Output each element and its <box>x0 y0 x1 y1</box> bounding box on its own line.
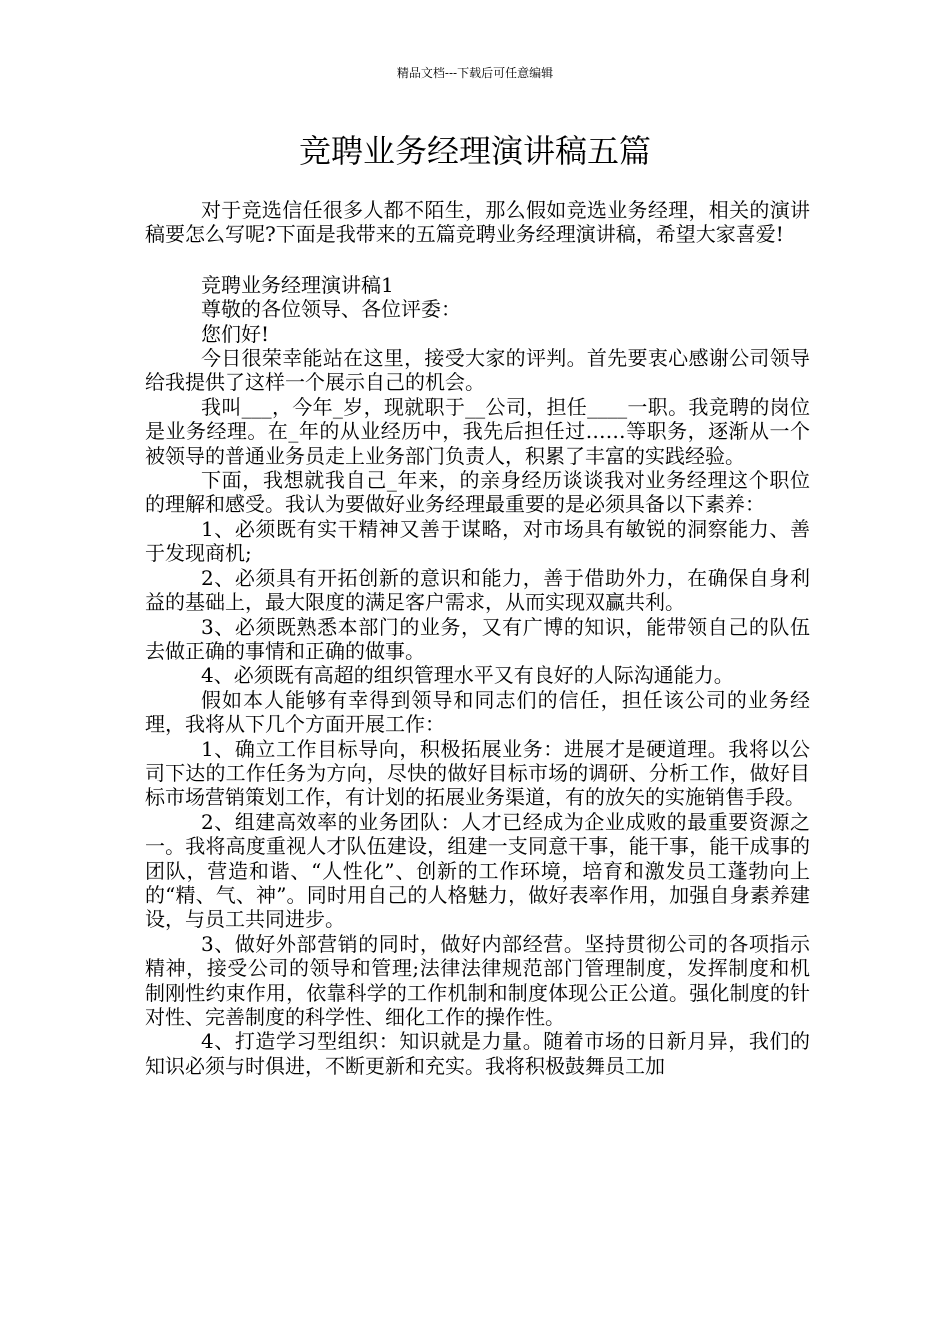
greeting: 您们好! <box>201 321 270 346</box>
salutation: 尊敬的各位领导、各位评委： <box>201 297 461 322</box>
list-item: 3、做好外部营销的同时，做好内部经营。坚持贯彻公司的各项指示精神，接受公司的领导和管理;法律法律规范部门管理制度，发挥制度和机制刚性约束作用，依靠科学的工作机制和制度体现公正公道。强化制度的针对性、完善制度的科学性、细化工作的操作性。 <box>145 931 810 1029</box>
body-paragraph: 假如本人能够有幸得到领导和同志们的信任，担任该公司的业务经理，我将从下几个方面开展工作： <box>145 687 810 737</box>
body-paragraph: 下面，我想就我自己_年来，的亲身经历谈谈我对业务经理这个职位的理解和感受。我认为要做好业务经理最重要的是必须具备以下素养： <box>145 468 810 517</box>
list-item: 1、必须既有实干精神又善于谋略，对市场具有敏锐的洞察能力、善于发现商机; <box>145 516 810 566</box>
section-heading: 竞聘业务经理演讲稿1 <box>201 272 394 297</box>
list-item: 4、必须既有高超的组织管理水平又有良好的人际沟通能力。 <box>201 663 734 688</box>
list-item: 4、打造学习型组织：知识就是力量。随着市场的日新月异，我们的知识必须与时俱进，不断更新和充实。我将积极鼓舞员工加 <box>145 1029 810 1078</box>
list-item: 3、必须既熟悉本部门的业务，又有广博的知识，能带领自己的队伍去做正确的事情和正确的做事。 <box>145 614 810 663</box>
body-paragraph: 我叫___，今年_岁，现就职于__公司，担任____一职。我竞聘的岗位是业务经理。在_年的从业经历中，我先后担任过……等职务，逐渐从一个被领导的普通业务员走上业务部门负责人，积累了丰富的实践经验。 <box>145 394 810 468</box>
document-title: 竞聘业务经理演讲稿五篇 <box>298 132 651 170</box>
page-header: 精品文档---下载后可任意编辑 <box>396 66 554 80</box>
document-body <box>145 198 810 1078</box>
list-item: 1、确立工作目标导向，积极拓展业务：进展才是硬道理。我将以公司下达的工作任务为方向，尽快的做好目标市场的调研、分析工作，做好目标市场营销策划工作，有计划的拓展业务渠道，有的放矢的实施销售手段。 <box>145 736 810 810</box>
list-item: 2、组建高效率的业务团队：人才已经成为企业成败的最重要资源之一。我将高度重视人才队伍建设，组建一支同意干事，能干事，能干成事的团队，营造和谐、“人性化”、创新的工作环境，培育和激发员工蓬勃向上的“精、气、神”。同时用自己的人格魅力，做好表率作用，加强自身素养建设，与员工共同进步。 <box>145 809 810 932</box>
body-paragraph: 今日很荣幸能站在这里，接受大家的评判。首先要衷心感谢公司领导给我提供了这样一个展示自己的机会。 <box>145 346 810 395</box>
intro-paragraph: 对于竞选信任很多人都不陌生，那么假如竞选业务经理，相关的演讲稿要怎么写呢?下面是我带来的五篇竞聘业务经理演讲稿，希望大家喜爱! <box>145 198 810 247</box>
list-item: 2、必须具有开拓创新的意识和能力，善于借助外力，在确保自身利益的基础上，最大限度的满足客户需求，从而实现双赢共利。 <box>145 565 810 615</box>
